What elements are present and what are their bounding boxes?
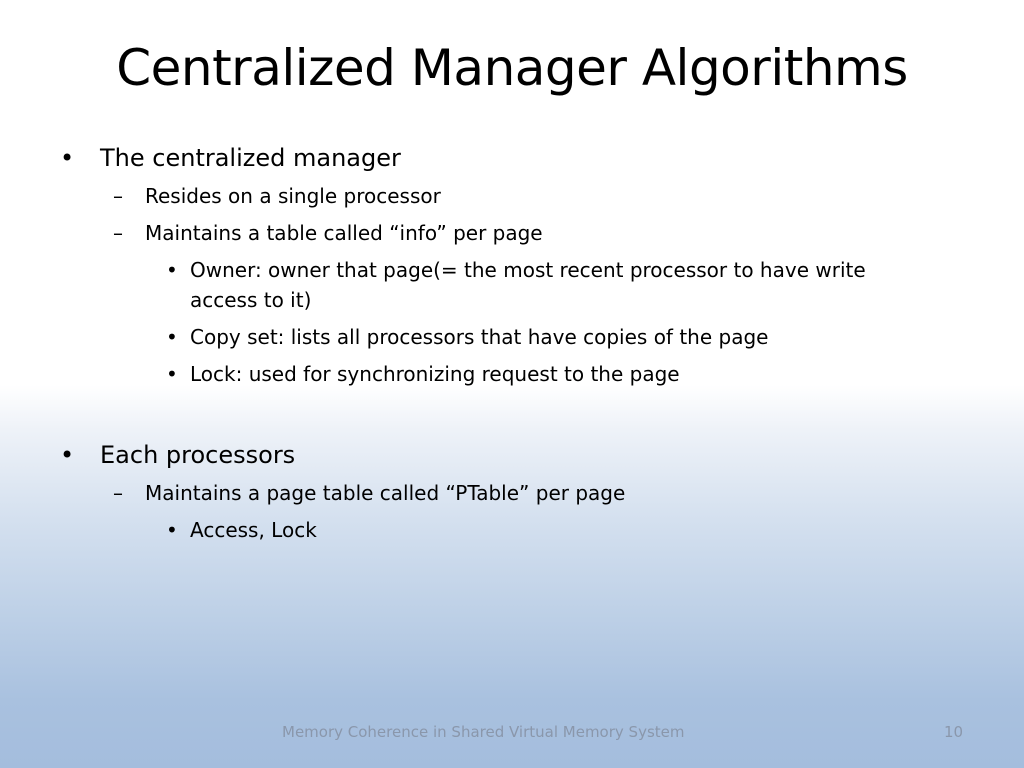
- dash-marker: –: [113, 221, 123, 245]
- bullet-marker: •: [166, 258, 178, 282]
- slide-title: Centralized Manager Algorithms: [116, 39, 908, 97]
- bullet-marker: •: [166, 518, 178, 542]
- dash-marker: –: [113, 481, 123, 505]
- bullet-text-owner-line1: Owner: owner that page(= the most recent processor to have write: [190, 258, 866, 282]
- bullet-marker: •: [60, 441, 75, 469]
- bullet-text-lock: Lock: used for synchronizing request to the page: [190, 362, 680, 386]
- bullet-marker: •: [60, 144, 75, 172]
- bullet-text-owner-line2: access to it): [190, 288, 312, 312]
- bullet-marker: •: [166, 362, 178, 386]
- bullet-text-resides: Resides on a single processor: [145, 184, 441, 208]
- bullet-text-each-processors: Each processors: [100, 441, 296, 469]
- page-number: 10: [944, 723, 964, 741]
- dash-marker: –: [113, 184, 123, 208]
- bullet-text-copy-set: Copy set: lists all processors that have copies of the page: [190, 325, 769, 349]
- bullet-text-centralized-manager: The centralized manager: [100, 144, 401, 172]
- bullet-text-ptable: Maintains a page table called “PTable” per page: [145, 481, 626, 505]
- bullet-text-info-table: Maintains a table called “info” per page: [145, 221, 543, 245]
- bullet-text-access-lock: Access, Lock: [190, 518, 317, 542]
- bullet-marker: •: [166, 325, 178, 349]
- slide-footer: Memory Coherence in Shared Virtual Memory System: [282, 723, 685, 741]
